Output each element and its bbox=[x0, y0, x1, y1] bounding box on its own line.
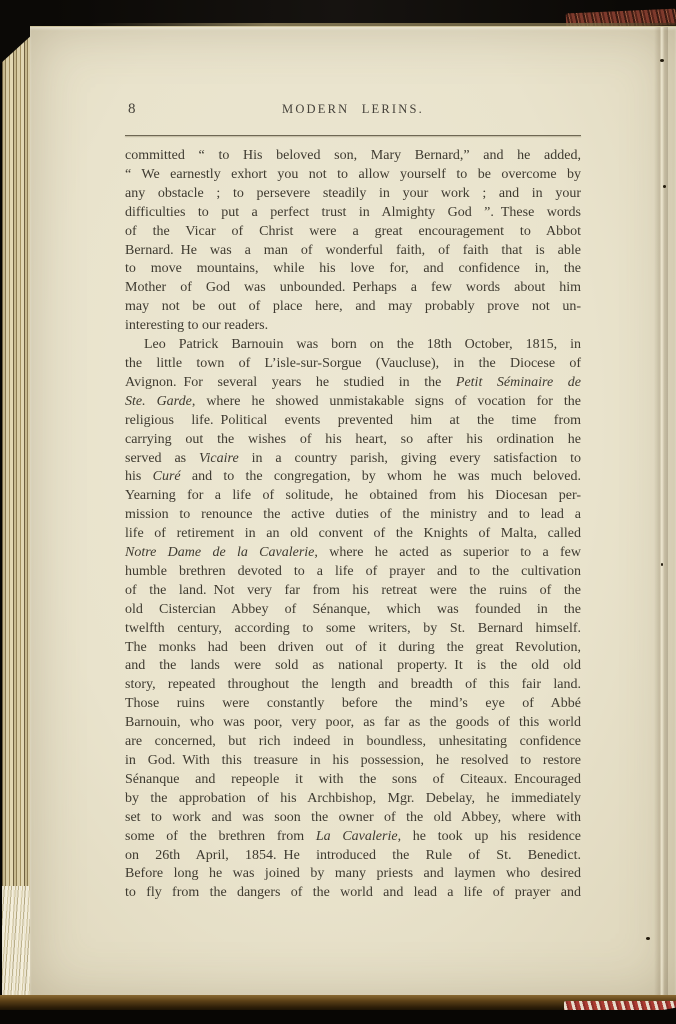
text-line bbox=[125, 166, 581, 185]
text-segment: by the approbation of his Archbishop, Mgr. Debelay, he immediately bbox=[125, 790, 581, 806]
text-segment: Barnouin, who was poor, very poor, as far as the goods of this world bbox=[125, 715, 581, 731]
text-line bbox=[125, 393, 581, 412]
text-segment: his bbox=[125, 469, 153, 485]
text-line bbox=[125, 752, 581, 771]
text-segment: Yearning for a life of solitude, he obtained from his Diocesan per- bbox=[125, 488, 581, 504]
text-segment: life of retirement in an old convent of the Knights of Malta, called bbox=[125, 526, 581, 542]
text-segment: in a country parish, giving every satisfaction to bbox=[238, 450, 581, 466]
page-number: 8 bbox=[128, 101, 137, 117]
italic-text: Vicaire bbox=[199, 450, 239, 466]
text-segment: and the lands were sold as national property. It is the old old bbox=[125, 658, 581, 674]
text-segment: committed “ to His beloved son, Mary Bernard,” and he added, bbox=[125, 148, 581, 163]
text-line bbox=[125, 279, 581, 298]
text-segment: “ We earnestly exhort you not to allow yourself to be overcome by bbox=[125, 166, 581, 182]
text-segment: religious life. Political events prevented him at the time from bbox=[125, 412, 581, 428]
text-segment: any obstacle ; to persevere steadily in your work ; and in your bbox=[125, 185, 581, 201]
text-line bbox=[125, 317, 581, 336]
text-line bbox=[125, 771, 581, 790]
book-page bbox=[30, 26, 676, 999]
running-title: MODERN LERINS. bbox=[282, 102, 424, 116]
text-segment: and to the congregation, by whom he was much beloved. bbox=[180, 469, 581, 485]
text-line bbox=[125, 809, 581, 828]
text-segment: mission to renounce the active duties of the ministry and to lead a bbox=[125, 507, 581, 523]
text-line bbox=[125, 620, 581, 639]
text-segment: served as bbox=[125, 450, 200, 466]
text-segment: story, repeated throughout the length and breadth of this fair land. bbox=[125, 677, 581, 693]
text-line bbox=[125, 544, 581, 563]
text-segment: set to work and was soon the owner of the old Abbey, where with bbox=[125, 809, 581, 825]
text-segment: of the land. Not very far from his retreat were the ruins of the bbox=[125, 582, 581, 598]
text-line bbox=[125, 223, 581, 242]
text-segment: are concerned, but rich indeed in boundless, unhesitating confidence bbox=[125, 734, 581, 750]
paragraph bbox=[125, 336, 581, 903]
text-segment: Sénanque and repeople it with the sons of Citeaux. Encouraged bbox=[125, 771, 581, 787]
text-column bbox=[125, 99, 581, 903]
text-line bbox=[125, 695, 581, 714]
body-text bbox=[125, 147, 581, 903]
text-segment: , where he acted as superior to a few bbox=[314, 545, 581, 561]
text-segment: to move mountains, while his love for, and confidence in, the bbox=[125, 261, 581, 277]
text-segment: Those ruins were constantly before the mind’s eye of Abbé bbox=[125, 696, 581, 712]
text-segment: Mother of God was unbounded. Perhaps a few words about him bbox=[125, 280, 581, 296]
text-line bbox=[125, 563, 581, 582]
text-line bbox=[125, 242, 581, 261]
text-line bbox=[125, 487, 581, 506]
text-segment: the little town of L’isle-sur-Sorgue (Vaucluse), in the Diocese of bbox=[125, 355, 581, 371]
text-line bbox=[125, 676, 581, 695]
text-segment: old Cistercian Abbey of Sénanque, which was founded in the bbox=[125, 601, 581, 617]
text-segment: interesting to our readers. bbox=[125, 318, 269, 334]
text-line bbox=[125, 865, 581, 884]
text-line bbox=[125, 733, 581, 752]
text-line bbox=[125, 657, 581, 676]
italic-text: Petit Séminaire de bbox=[455, 374, 581, 390]
text-line bbox=[125, 847, 581, 866]
text-segment: difficulties to put a perfect trust in Almighty God ”. These words bbox=[125, 204, 581, 220]
text-line bbox=[125, 468, 581, 487]
text-line bbox=[125, 525, 581, 544]
text-segment: Bernard. He was a man of wonderful faith, of faith that is able bbox=[125, 242, 581, 258]
italic-text: Notre Dame de la Cavalerie bbox=[125, 545, 315, 561]
text-line bbox=[125, 714, 581, 733]
text-line bbox=[125, 147, 581, 166]
text-line bbox=[125, 374, 581, 393]
text-segment: twelfth century, according to some writers, by St. Bernard himself. bbox=[125, 620, 581, 636]
text-segment: Leo Patrick Barnouin was born on the 18th October, 1815, in bbox=[144, 337, 581, 353]
italic-text: La Cavalerie bbox=[315, 828, 398, 844]
text-line bbox=[125, 336, 581, 355]
page-top-edge-highlight bbox=[90, 23, 676, 26]
text-segment: on 26th April, 1854. He introduced the Rule of St. Benedict. bbox=[125, 847, 581, 863]
page-header bbox=[125, 99, 581, 121]
text-line bbox=[125, 828, 581, 847]
text-line bbox=[125, 431, 581, 450]
dust-speck bbox=[661, 563, 663, 566]
text-line bbox=[125, 412, 581, 431]
dust-speck bbox=[660, 59, 664, 62]
text-line bbox=[125, 601, 581, 620]
text-line bbox=[125, 260, 581, 279]
dust-speck bbox=[646, 937, 650, 940]
dust-speck bbox=[663, 185, 666, 188]
text-line bbox=[125, 506, 581, 525]
text-line bbox=[125, 884, 581, 903]
text-segment: , he took up his residence bbox=[397, 828, 582, 844]
text-line bbox=[125, 185, 581, 204]
text-line bbox=[125, 204, 581, 223]
text-line bbox=[125, 355, 581, 374]
text-line bbox=[125, 790, 581, 809]
page-crease-right bbox=[654, 27, 668, 999]
text-segment: of the Vicar of Christ were a great encouragement to Abbot bbox=[125, 223, 581, 239]
text-segment: to fly from the dangers of the world and lead a life of prayer and bbox=[125, 885, 581, 901]
text-segment: may not be out of place here, and may probably prove not un- bbox=[125, 299, 581, 315]
text-segment: in God. With this treasure in his possession, he resolved to restore bbox=[125, 753, 581, 768]
fanned-page-edges-bottom bbox=[2, 886, 30, 998]
italic-text: Curé bbox=[152, 469, 181, 485]
fanned-page-edges-left bbox=[2, 28, 30, 998]
header-rule bbox=[125, 135, 581, 136]
text-segment: Avignon. For several years he studied in the bbox=[125, 374, 456, 390]
text-segment: , where he showed unmistakable signs of vocation for the bbox=[191, 393, 582, 409]
paragraph bbox=[125, 147, 581, 336]
text-segment: humble brethren devoted to a life of prayer and to the cultivation bbox=[125, 563, 581, 579]
text-line bbox=[125, 298, 581, 317]
text-segment: Before long he was joined by many priests and laymen who desired bbox=[125, 866, 581, 882]
text-line bbox=[125, 582, 581, 601]
text-segment: carrying out the wishes of his heart, so after his ordination he bbox=[125, 431, 581, 447]
text-line bbox=[125, 450, 581, 469]
italic-text: Ste. Garde bbox=[125, 393, 192, 409]
text-line bbox=[125, 639, 581, 658]
text-segment: some of the brethren from bbox=[125, 828, 316, 844]
text-segment: The monks had been driven out of it during the great Revolution, bbox=[125, 639, 581, 655]
bottom-black-band bbox=[0, 1010, 676, 1024]
